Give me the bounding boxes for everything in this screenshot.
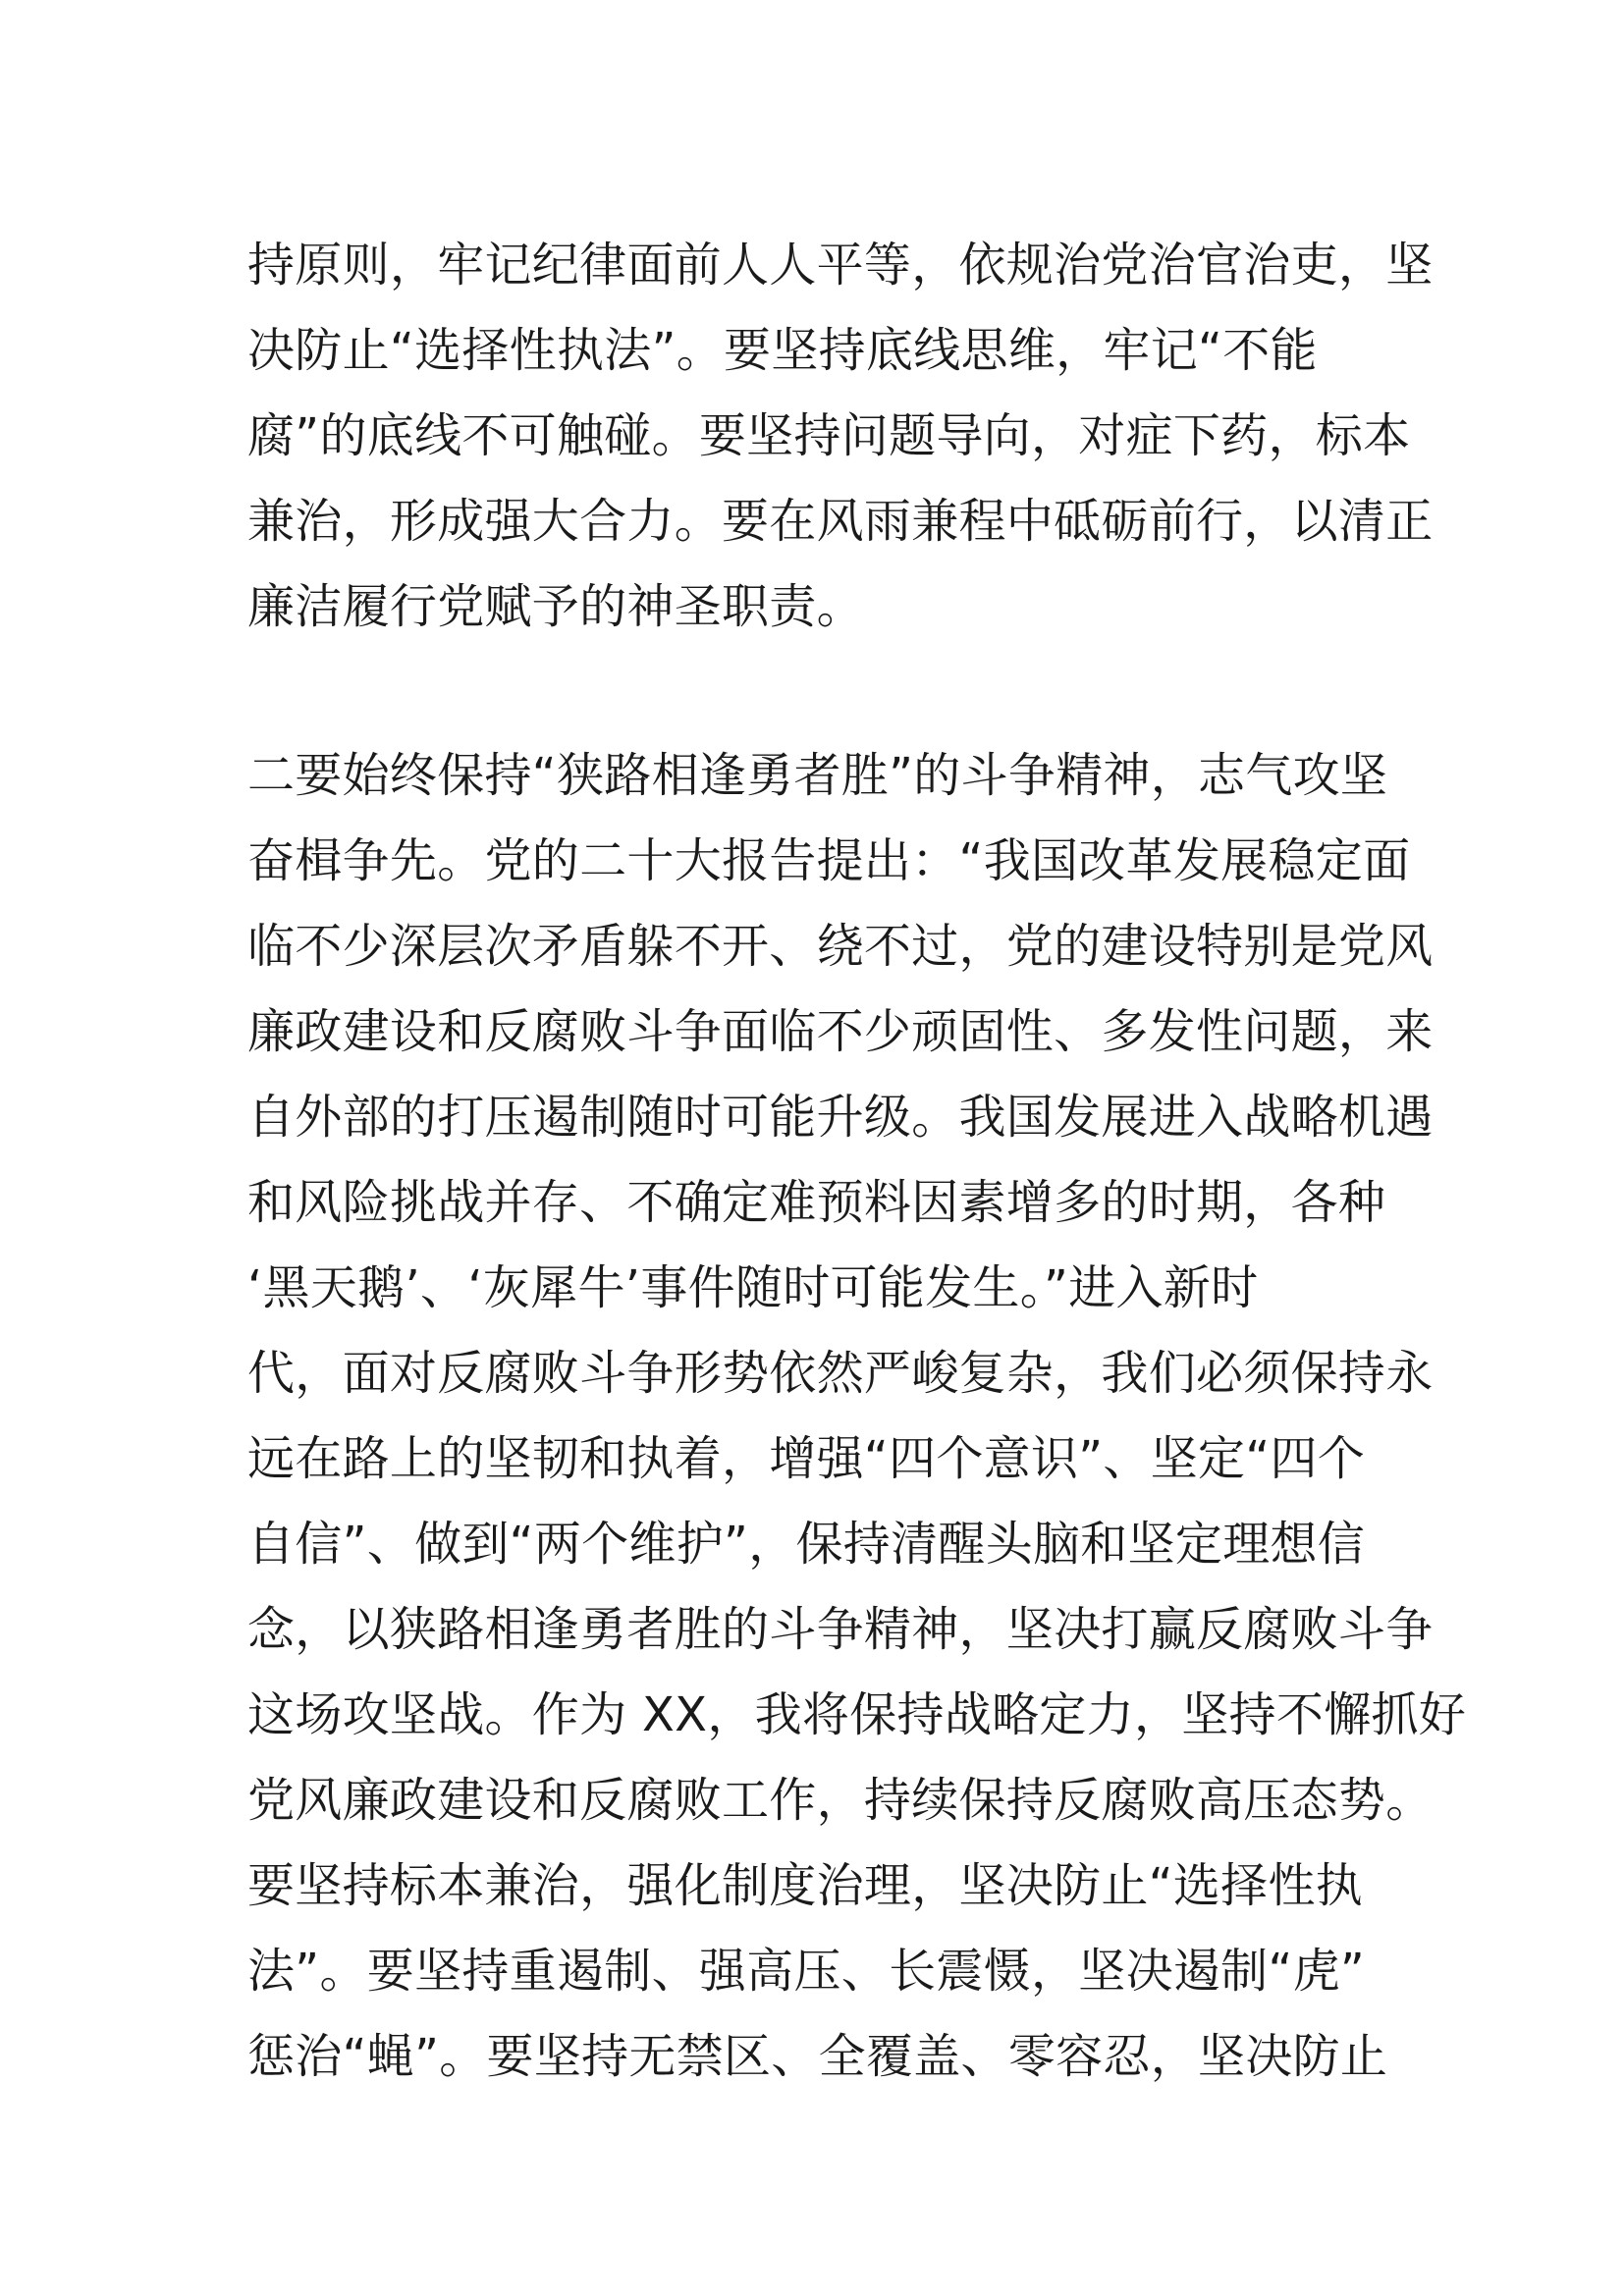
- paragraph-2-line-9: 远在路上的坚韧和执着，增强“四个意识”、坚定“四个: [247, 1431, 1366, 1486]
- paragraph-1-line-5: 廉洁履行党赋予的神圣职责。: [247, 579, 864, 634]
- paragraph-2-line-14: 要坚持标本兼治，强化制度治理，坚决防止“选择性执: [247, 1858, 1364, 1913]
- paragraph-2-line-11: 念，以狭路相逢勇者胜的斗争精神，坚决打赢反腐败斗争: [247, 1602, 1434, 1657]
- paragraph-2-line-6: 和风险挑战并存、不确定难预料因素增多的时期，各种: [247, 1175, 1386, 1230]
- paragraph-2-line-1: 二要始终保持“狭路相逢勇者胜”的斗争精神，志气攻坚: [247, 748, 1388, 803]
- paragraph-2-line-8: 代，面对反腐败斗争形势依然严峻复杂，我们必须保持永: [247, 1346, 1434, 1401]
- paragraph-1-line-2: 决防止“选择性执法”。要坚持底线思维，牢记“不能: [247, 323, 1318, 378]
- paragraph-2-line-4: 廉政建设和反腐败斗争面临不少顽固性、多发性问题，来: [247, 1004, 1434, 1059]
- paragraph-2-line-5: 自外部的打压遏制随时可能升级。我国发展进入战略机遇: [247, 1090, 1434, 1145]
- paragraph-2-line-13: 党风廉政建设和反腐败工作，持续保持反腐败高压态势。: [247, 1773, 1434, 1828]
- paragraph-1-line-1: 持原则，牢记纪律面前人人平等，依规治党治官治吏，坚: [247, 238, 1434, 293]
- paragraph-2-line-3: 临不少深层次矛盾躲不开、绕不过，党的建设特别是党风: [247, 919, 1434, 974]
- paragraph-2-line-12: 这场攻坚战。作为 XX，我将保持战略定力，坚持不懈抓好: [247, 1687, 1467, 1742]
- paragraph-2-line-15: 法”。要坚持重遏制、强高压、长震慑，坚决遏制“虎”: [247, 1944, 1366, 1999]
- paragraph-2-line-7: ‘黑天鹅’、‘灰犀牛’事件随时可能发生。”进入新时: [247, 1260, 1259, 1315]
- paragraph-1-line-4: 兼治，形成强大合力。要在风雨兼程中砥砺前行，以清正: [247, 494, 1434, 549]
- paragraph-2-line-16: 惩治“蝇”。要坚持无禁区、全覆盖、零容忍，坚决防止: [247, 2029, 1388, 2084]
- paragraph-1-line-3: 腐”的底线不可触碰。要坚持问题导向，对症下药，标本: [247, 408, 1411, 463]
- paragraph-2-line-2: 奋楫争先。党的二十大报告提出：“我国改革发展稳定面: [247, 833, 1411, 888]
- paragraph-2-line-10: 自信”、做到“两个维护”，保持清醒头脑和坚定理想信: [247, 1517, 1366, 1572]
